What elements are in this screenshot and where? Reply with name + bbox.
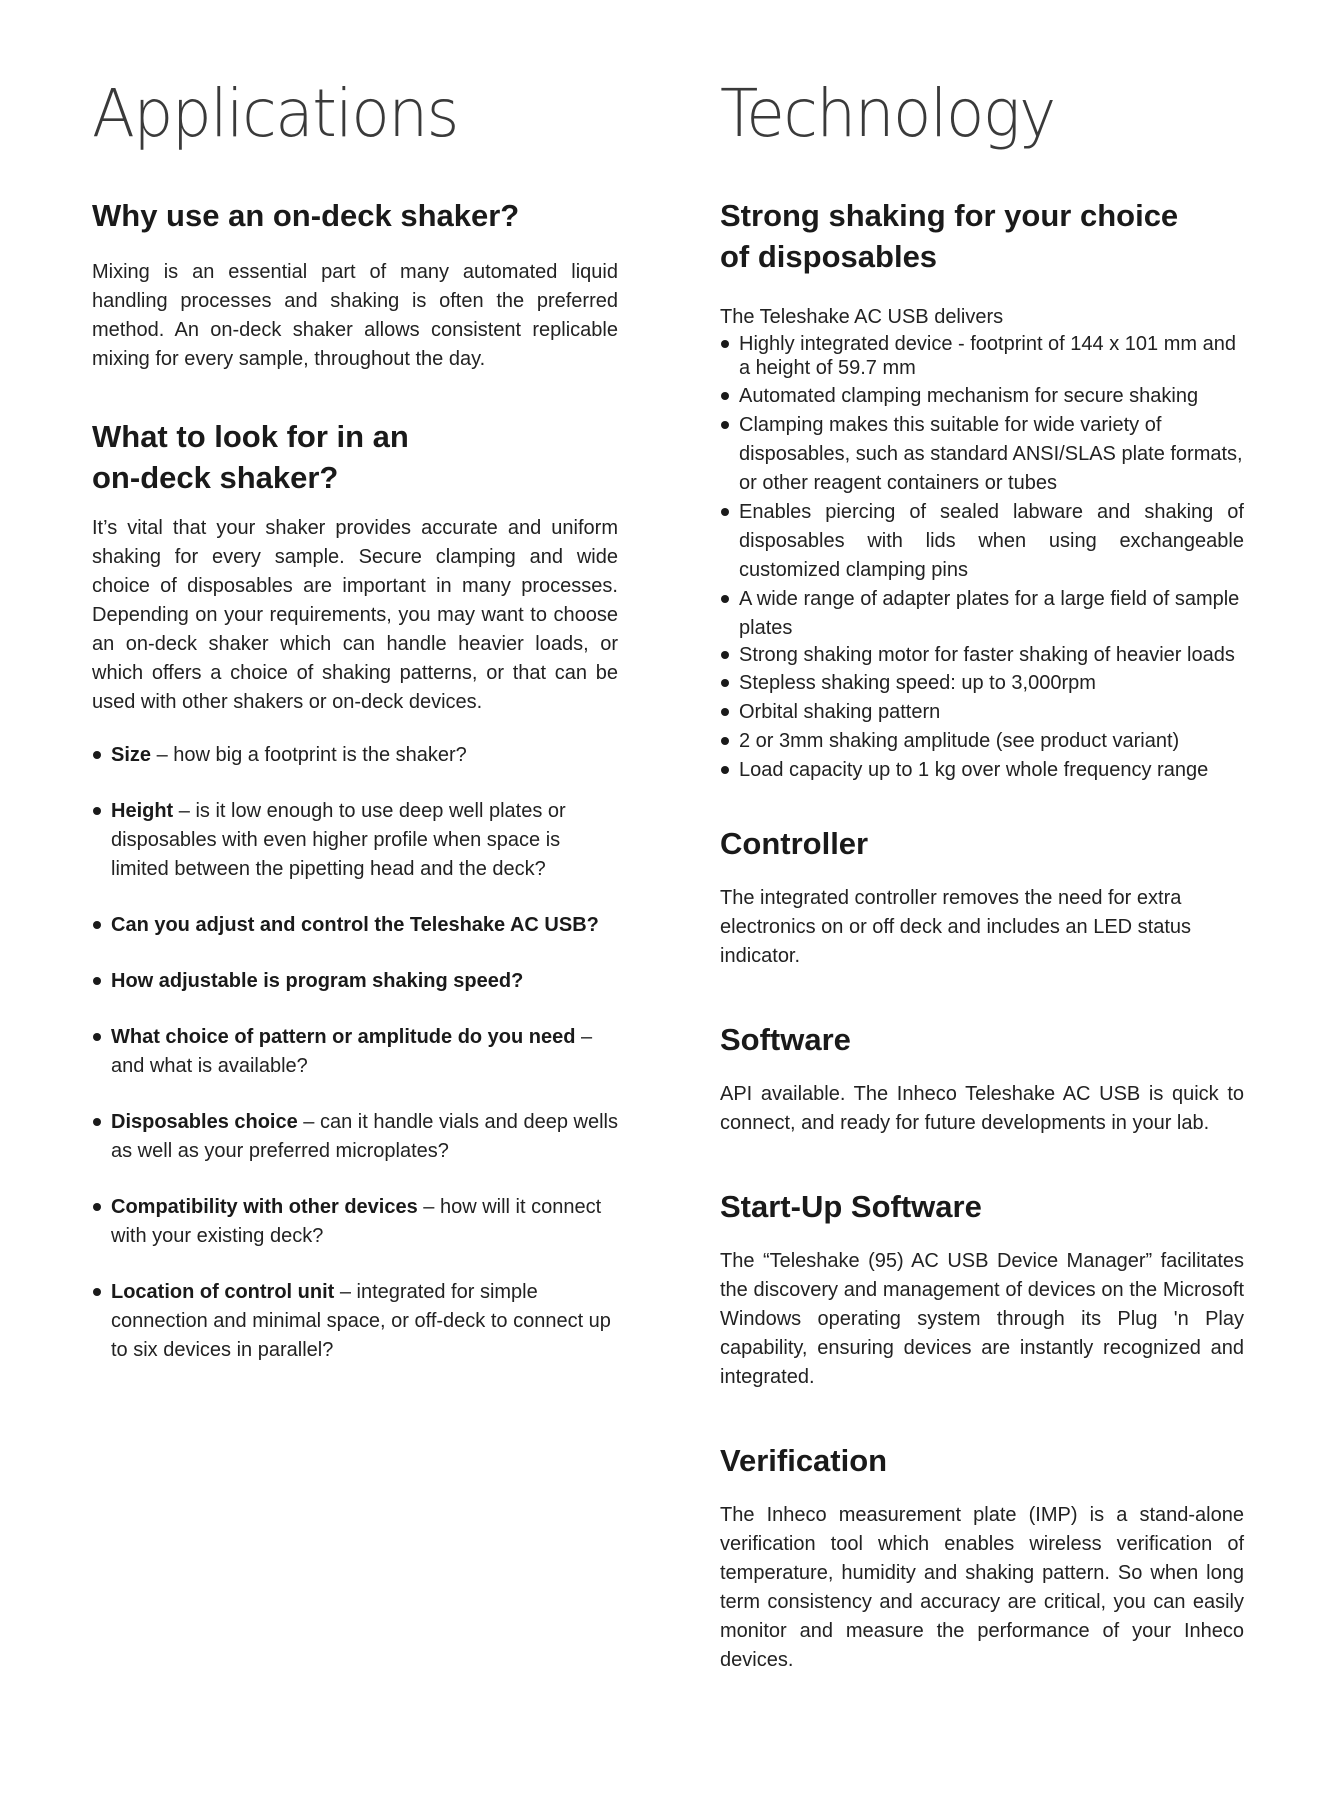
list-item: Can you adjust and control the Teleshake AC USB? (92, 911, 618, 940)
look-for-body: It’s vital that your shaker provides accurate and uniform shaking for every sample. Secure clamping and wide choice of disposables are important in many processes. Depending on your requirements, you may want to choose an on-deck shaker which can handle heavier loads, or which offers a choice of shaking patterns, or that can be used with other shakers or on-deck devices. (92, 516, 618, 713)
bullet-icon (721, 708, 729, 716)
bullet-icon (93, 807, 101, 815)
technology-column (720, 75, 1244, 1675)
list-item: Height – is it low enough to use deep well plates or disposables with even higher profile when space is limited between the pipetting head and the deck? (92, 797, 618, 884)
applications-column (92, 75, 618, 1392)
bullet-icon (721, 421, 729, 429)
software-body: API available. The Inheco Teleshake AC USB is quick to connect, and ready for future developments in your lab. (720, 1082, 1244, 1134)
bullet-icon (721, 508, 729, 516)
bullet-icon (93, 977, 101, 985)
verification-body: The Inheco measurement plate (IMP) is a stand-alone verification tool which enables wireless verification of temperature, humidity and shaking pattern. So when long term consistency and accuracy are critical, you can easily monitor and measure the performance of your Inheco devices. (720, 1503, 1244, 1671)
list-item: Location of control unit – integrated for simple connection and minimal space, or off-deck to connect up to six devices in parallel? (92, 1278, 618, 1365)
why-shaker-heading: Why use an on-deck shaker? (92, 197, 520, 233)
delivers-intro: The Teleshake AC USB delivers (720, 305, 1004, 328)
bullet-icon (721, 392, 729, 400)
list-item: Stepless shaking speed: up to 3,000rpm (720, 669, 1244, 698)
why-shaker-body: Mixing is an essential part of many automated liquid handling processes and shaking is often the preferred method. An on-deck shaker allows consistent replicable mixing for every sample, throughout the day. (92, 260, 618, 370)
verification-heading: Verification (720, 1442, 888, 1478)
applications-heading: Applications (92, 75, 458, 152)
features-list (720, 332, 1244, 785)
startup-software-body: The “Teleshake (95) AC USB Device Manager” facilitates the discovery and management of devices on the Microsoft Windows operating system through its Plug 'n Play capability, ensuring devices are instantly recognized and integrated. (720, 1249, 1244, 1388)
list-item: Highly integrated device - footprint of 144 x 101 mm and a height of 59.7 mm (720, 332, 1244, 380)
list-item: Size – how big a footprint is the shaker? (92, 741, 618, 770)
strong-shaking-heading (720, 195, 1244, 277)
bullet-icon (93, 1203, 101, 1211)
look-for-heading-line1: What to look for in an (92, 418, 409, 454)
list-item: 2 or 3mm shaking amplitude (see product variant) (720, 727, 1244, 756)
strong-shaking-heading-line1: Strong shaking for your choice (720, 197, 1179, 233)
bullet-icon (93, 1033, 101, 1041)
strong-shaking-heading-line2: of disposables (720, 238, 938, 274)
list-item: Disposables choice – can it handle vials and deep wells as well as your preferred microplates? (92, 1108, 618, 1166)
list-item: Clamping makes this suitable for wide variety of disposables, such as standard ANSI/SLAS plate formats, or other reagent containers or tubes (720, 411, 1244, 498)
look-for-heading (92, 416, 618, 498)
bullet-icon (721, 340, 729, 348)
bullet-icon (93, 1118, 101, 1126)
list-item: Enables piercing of sealed labware and shaking of disposables with lids when using exchangeable customized clamping pins (720, 498, 1244, 585)
list-item: How adjustable is program shaking speed? (92, 967, 618, 996)
bullet-icon (93, 1288, 101, 1296)
technology-heading: Technology (720, 75, 1055, 152)
list-item: Automated clamping mechanism for secure shaking (720, 382, 1244, 411)
software-heading: Software (720, 1021, 851, 1057)
list-item: Strong shaking motor for faster shaking of heavier loads (720, 643, 1244, 667)
bullet-icon (721, 766, 729, 774)
startup-software-heading: Start-Up Software (720, 1188, 982, 1224)
list-item: Compatibility with other devices – how will it connect with your existing deck? (92, 1193, 618, 1251)
questions-list (92, 741, 618, 1365)
list-item: Load capacity up to 1 kg over whole frequency range (720, 756, 1244, 785)
list-item: A wide range of adapter plates for a large field of sample plates (720, 585, 1244, 643)
bullet-icon (721, 737, 729, 745)
controller-heading: Controller (720, 825, 869, 861)
list-item: Orbital shaking pattern (720, 698, 1244, 727)
look-for-heading-line2: on-deck shaker? (92, 459, 339, 495)
bullet-icon (93, 921, 101, 929)
controller-body: The integrated controller removes the need for extra electronics on or off deck and includes an LED status indicator. (720, 886, 1192, 967)
bullet-icon (93, 751, 101, 759)
bullet-icon (721, 679, 729, 687)
bullet-icon (721, 595, 729, 603)
list-item: What choice of pattern or amplitude do you need – and what is available? (92, 1023, 618, 1081)
bullet-icon (721, 651, 729, 659)
